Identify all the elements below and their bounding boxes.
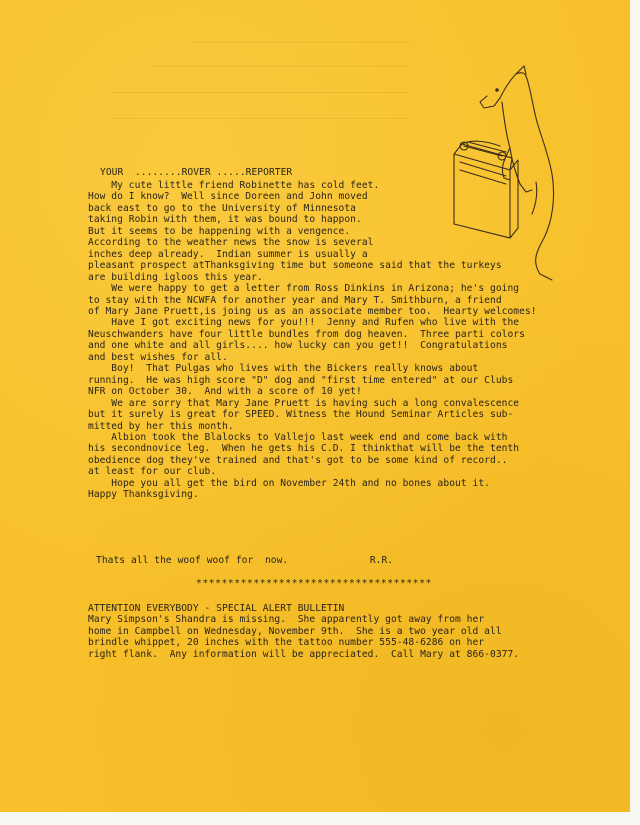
- faded-print-line: [110, 92, 410, 93]
- body-line: are building igloos this year.: [88, 271, 263, 283]
- body-line: NFR on October 30. And with a score of 10 yet!: [88, 386, 362, 398]
- faded-print-line: [150, 66, 410, 67]
- body-line: But it seems to be happening with a vengence.: [88, 225, 351, 237]
- alert-line: brindle whippet, 20 inches with the tattoo number 555-48-6286 on her: [88, 637, 485, 649]
- body-line: and one white and all girls.... how lucky can you get!! Congratulations: [88, 340, 508, 352]
- body-line: and best wishes for all.: [88, 351, 228, 363]
- alert-line: home in Campbell on Wednesday, November 9th. She is a two year old all: [88, 625, 502, 637]
- body-line: Happy Thanksgiving.: [88, 489, 199, 501]
- body-line: Hope you all get the bird on November 24th and no bones about it.: [88, 477, 490, 489]
- column-heading: YOUR ........ROVER .....REPORTER: [100, 167, 293, 178]
- alert-line: right flank. Any information will be appreciated. Call Mary at 866-0377.: [88, 648, 520, 660]
- body-line: at least for our club.: [88, 466, 217, 478]
- body-line: How do I know? Well since Doreen and John moved: [88, 191, 368, 203]
- body-line: running. He was high score "D" dog and "first time entered" at our Clubs: [88, 374, 514, 386]
- body-line: of Mary Jane Pruett,is joing us as an associate member too. Hearty welcomes!: [88, 305, 537, 317]
- body-line: taking Robin with them, it was bound to happon.: [88, 214, 362, 226]
- signoff: Thats all the woof woof for now. R.R.: [96, 555, 394, 566]
- body-line: Albion took the Blalocks to Vallejo last week end and come back with: [88, 431, 508, 443]
- faded-print-line: [190, 42, 410, 43]
- body-line: Neuschwanders have four little bundles from dog heaven. Three parti colors: [88, 328, 525, 340]
- alert-line: Mary Simpson's Shandra is missing. She apparently got away from her: [88, 614, 485, 626]
- alert-bulletin: [88, 603, 519, 660]
- body-line: Have I got exciting news for you!!! Jenny and Rufen who live with the: [88, 317, 520, 329]
- body-line: My cute little friend Robinette has cold feet.: [88, 180, 380, 191]
- body-line: to stay with the NCWFA for another year and Mary T. Smithburn, a friend: [88, 294, 502, 306]
- body-line: Boy! That Pulgas who lives with the Bickers really knows about: [88, 363, 479, 375]
- body-line: back east to go to the University of Minnesota: [88, 202, 356, 214]
- faded-print-line: [110, 118, 410, 119]
- body-line: pleasant prospect atThanksgiving time but someone said that the turkeys: [88, 260, 502, 272]
- column-body: [88, 180, 537, 501]
- body-line: We were happy to get a letter from Ross Dinkins in Arizona; he's going: [88, 283, 520, 295]
- body-line: obedience dog they've trained and that's got to be some kind of record..: [88, 454, 508, 466]
- body-line: We are sorry that Mary Jane Pruett is having such a long convalescence: [88, 397, 520, 409]
- body-line: his secondnovice leg. When he gets his C.D. I thinkthat will be the tenth: [88, 443, 520, 455]
- body-line: but it surely is great for SPEED. Witness the Hound Seminar Articles sub-: [88, 409, 514, 421]
- body-line: mitted by her this month.: [88, 420, 234, 432]
- body-line: inches deep already. Indian summer is usually a: [88, 248, 368, 260]
- asterisk-divider: *************************************: [196, 578, 432, 589]
- body-line: According to the weather news the snow is several: [88, 237, 374, 249]
- alert-title: ATTENTION EVERYBODY - SPECIAL ALERT BULLETIN: [88, 603, 345, 614]
